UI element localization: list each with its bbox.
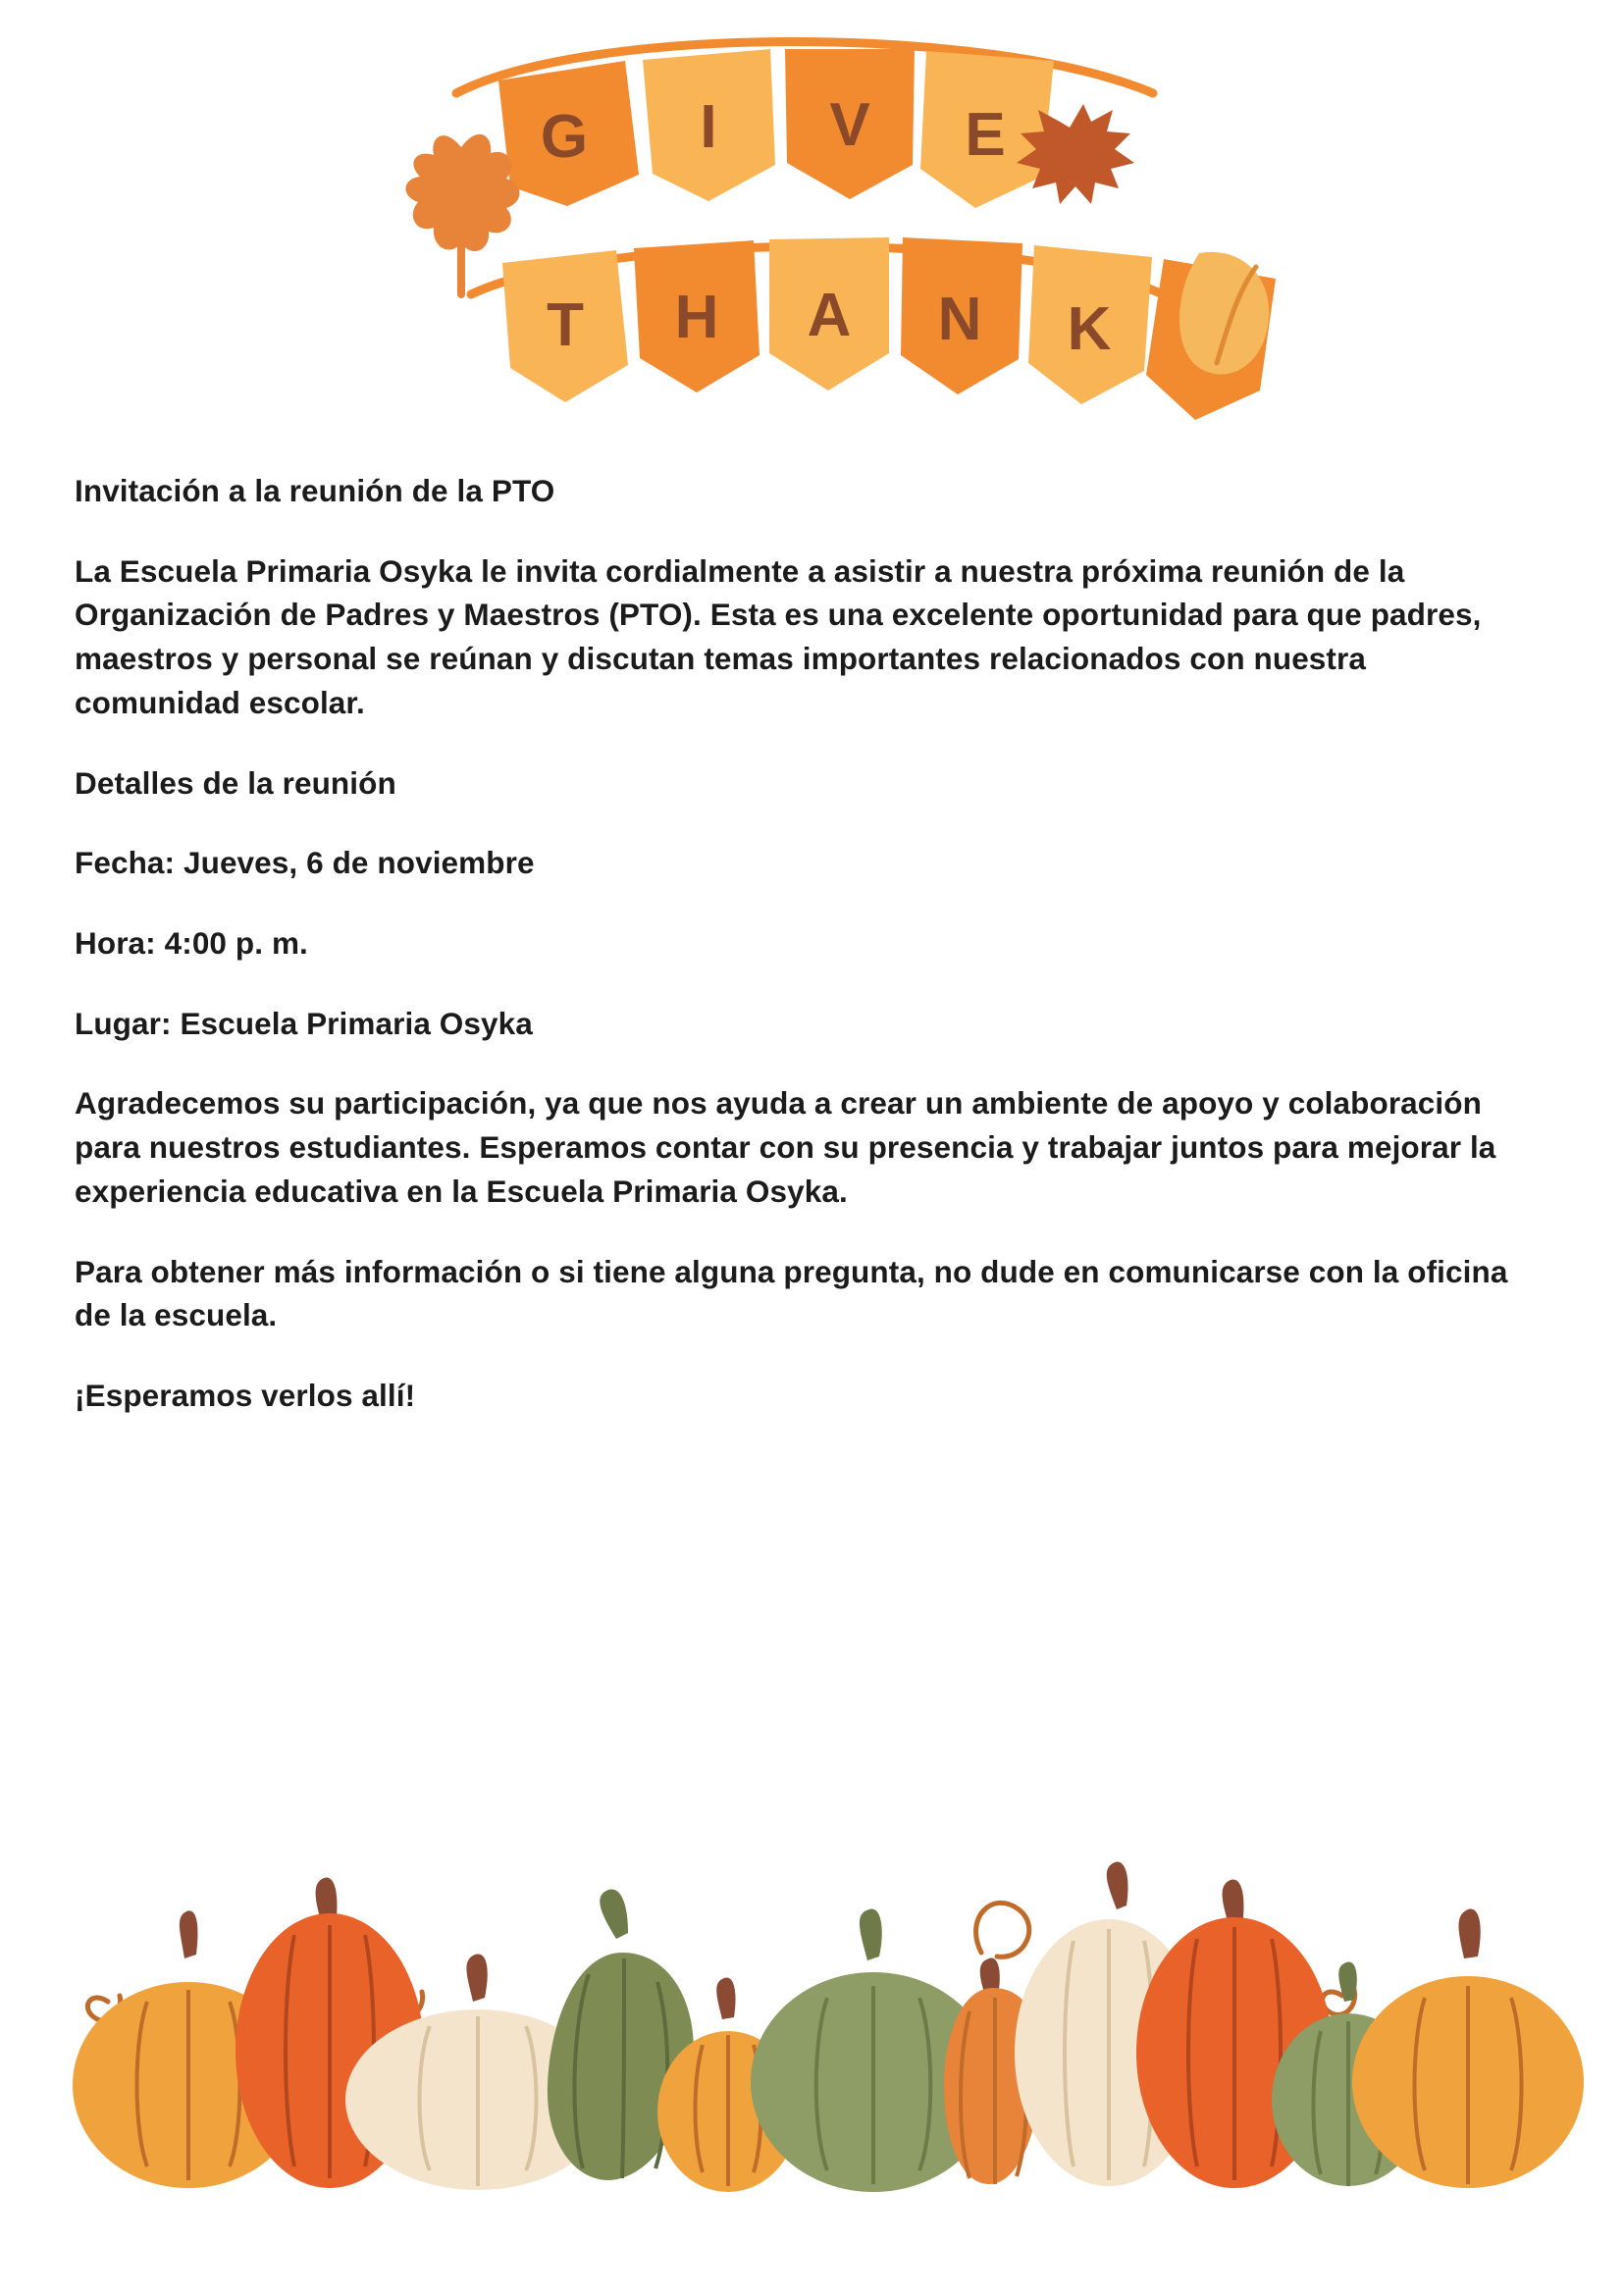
invitation-body <box>75 469 1546 1454</box>
svg-text:K: K <box>1067 295 1112 363</box>
banner-flag-N <box>901 237 1022 394</box>
banner-flag-H <box>634 240 760 392</box>
paragraph-closing: ¡Esperamos verlos allí! <box>75 1378 416 1414</box>
svg-text:G: G <box>540 103 589 171</box>
paragraph-contact: Para obtener más información o si tiene alguna pregunta, no dude en comunicarse con la oficina de la escuela. <box>75 1253 1508 1333</box>
banner-flag-A <box>769 237 889 391</box>
paragraph-thanks: Agradecemos su participación, ya que nos ayuda a crear un ambiente de apoyo y colaboración para nuestros estudiantes. Esperamos contar con su presencia y trabajar juntos para mejorar la experiencia educativa en la Escuela Primaria Osyka. <box>75 1085 1496 1209</box>
paragraph-intro: La Escuela Primaria Osyka le invita cordialmente a asistir a nuestra próxima reunión de la Organización de Padres y Maestros (PTO). Esta es una excelente oportunidad para que padres, maestros y personal se reúnan y discutan temas importantes relacionados con nuestra comunidad escolar. <box>75 552 1482 720</box>
banner-flag-E <box>920 51 1054 208</box>
svg-text:E: E <box>965 101 1006 169</box>
svg-text:I: I <box>700 93 717 161</box>
svg-text:N: N <box>937 286 982 353</box>
pumpkin-row <box>0 1707 1624 2296</box>
banner-flag-T <box>502 250 628 402</box>
banner-flag-I <box>643 49 775 201</box>
banner-flag-K <box>1028 245 1152 404</box>
svg-text:A: A <box>807 282 852 349</box>
oak-leaf-icon <box>405 134 519 294</box>
give-thanks-banner <box>0 0 1624 461</box>
paragraph-details-heading: Detalles de la reunión <box>75 764 396 801</box>
page-title: Invitación a la reunión de la PTO <box>75 473 555 508</box>
svg-text:T: T <box>547 291 584 359</box>
svg-text:V: V <box>829 91 870 159</box>
paragraph-location: Lugar: Escuela Primaria Osyka <box>75 1005 533 1041</box>
banner-flag-G <box>498 61 639 206</box>
pumpkin-orange-2 <box>1352 1909 1584 2188</box>
banner-flag-V <box>785 49 915 199</box>
paragraph-date: Fecha: Jueves, 6 de noviembre <box>75 845 535 881</box>
paragraph-time: Hora: 4:00 p. m. <box>75 925 308 962</box>
svg-text:H: H <box>674 284 719 351</box>
